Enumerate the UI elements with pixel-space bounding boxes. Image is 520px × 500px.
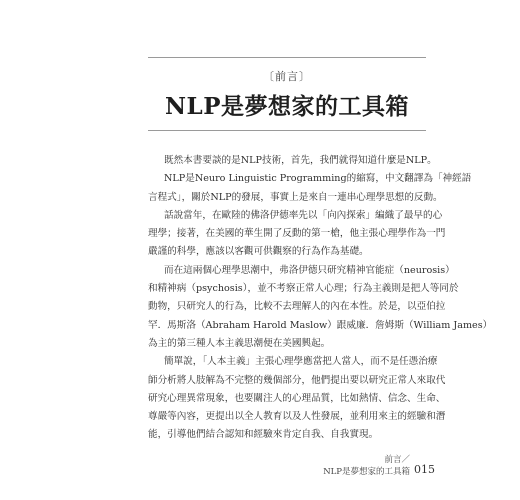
text-line: 研究心理異常現象，也要關注人的心理品質，比如熱情、信念、生命、	[148, 392, 446, 404]
text-line: NLP是Neuro Linguistic Programming的縮寫，中文翻譯為「神經語	[164, 173, 472, 185]
text-line: 能，引導他們結合認知和經驗來肯定自我、自我實現。	[148, 429, 379, 441]
text-line: 罕．馬斯洛（Abraham Harold Maslow）跟威廉．詹姆斯（William James）	[148, 319, 493, 331]
text-line: 既然本書要談的是NLP技術，首先，我們就得知道什麼是NLP。	[164, 155, 437, 166]
text-line: 和精神病（psychosis），並不考察正常人心理；行為主義則是把人等同於	[148, 283, 459, 295]
text-line: 話說當年，在歐陸的佛洛伊德率先以「向內探索」編織了最早的心	[164, 209, 443, 221]
top-divider	[148, 57, 426, 58]
section-label: 〔前言〕	[263, 70, 311, 83]
page-title: NLP是夢想家的工具箱	[165, 93, 409, 120]
body-text	[148, 152, 493, 445]
text-line: 理學；接著，在美國的華生開了反動的第一槍，他主張心理學作為一門	[148, 228, 446, 240]
page-number: 015	[414, 463, 435, 476]
text-line: 而在這兩個心理學思潮中，弗洛伊德只研究精神官能症（neurosis）	[164, 264, 455, 276]
text-line: 言程式」，關於NLP的發展，事實上是來自一連串心理學思想的反動。	[148, 191, 443, 203]
text-line: 尊嚴等內容，更提出以全人教育以及人性發展，並利用來主的經驗和潛	[148, 411, 446, 423]
text-line: 動物，只研究人的行為，比較不去理解人的內在本性。於是，以亞伯拉	[148, 301, 446, 313]
text-line: 嚴謹的科學，應該以客觀可供觀察的行為作為基礎。	[148, 246, 369, 258]
footer-chapter-title: NLP是夢想家的工具箱	[323, 467, 410, 477]
text-line: 為主的第三種人本主義思潮便在美國興起。	[148, 337, 331, 349]
footer-section-label: 前言／	[384, 455, 410, 465]
text-line: 師分析將人肢解為不完整的幾個部分，他們提出要以研究正常人來取代	[148, 374, 446, 386]
text-line: 簡單說，「人本主義」主張心理學應當把人當人，而不是任憑治療	[164, 356, 438, 368]
bottom-divider	[148, 130, 426, 131]
